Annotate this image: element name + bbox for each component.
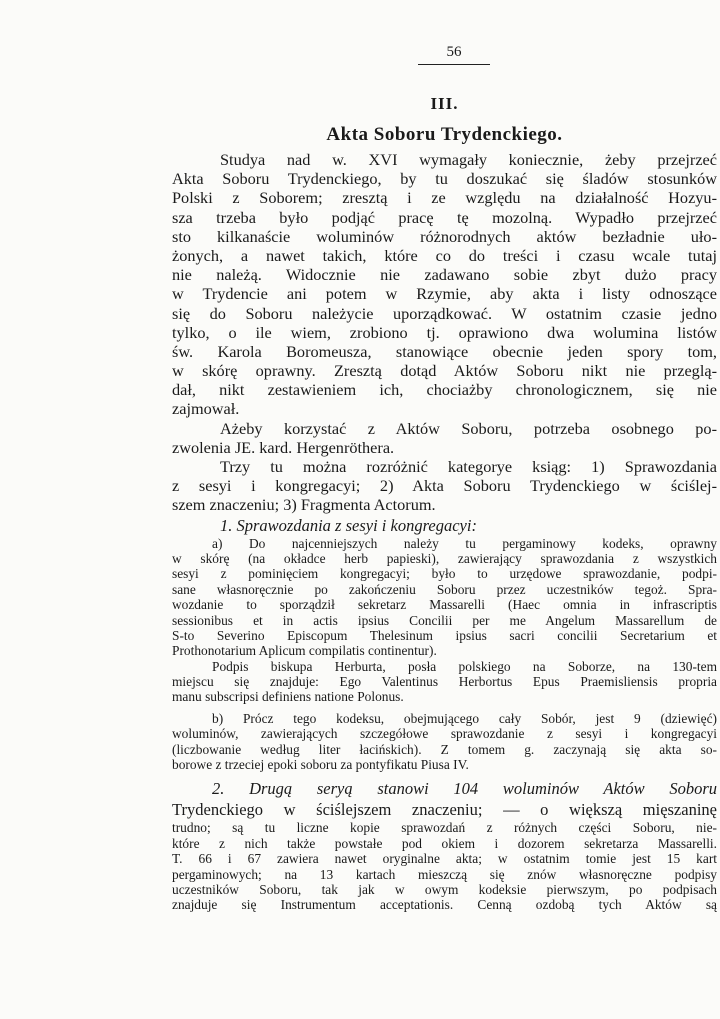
paragraph-line: Studya nad w. XVI wymagały koniecznie, żeby przejrzeć (220, 150, 717, 169)
paragraph-line: Ażeby korzystać z Aktów Soboru, potrzeba osobnego po- (220, 418, 717, 438)
paragraph-line: z sesyi i kongregacyi; 2) Akta Soboru Trydenckiego w ściślej- (172, 476, 717, 496)
paragraph-line: Trzy tu można rozróżnić kategorye ksiąg: 1) Sprawozdania (220, 457, 717, 476)
small-print-line: w skórę (na okładce herb papieski), zawierający sprawozdania z wszystkich (172, 550, 717, 566)
small-print-line: woluminów, zawierających szczegółowe sprawozdanie z sesyi i kongregacyi (172, 726, 717, 742)
small-print-line: miejscu się znajduje: Ego Valentinus Herbortus Epus Praemisliensis propria (172, 674, 717, 690)
subsection-heading: 1. Sprawozdania z sesyi i kongregacyi: (220, 515, 477, 535)
paragraph-line: Akta Soboru Trydenckiego, by tu doszukać się śladów stosunków (172, 169, 717, 189)
paragraph-line: sza trzeba było podjąć pracę tę mozolną. Wypadło przejrzeć (172, 207, 717, 227)
small-print-line: sesyi z pominięciem kongregacyi; było to urzędowe sprawozdanie, podpi- (172, 566, 717, 582)
small-print-line: które z nich także powstałe pod okiem i dozorem sekretarza Massarelli. (172, 835, 717, 851)
page-number: 56 (446, 44, 462, 60)
paragraph-line: w skórę oprawny. Zresztą dotąd Aktów Soboru nikt nie przeglą- (172, 361, 717, 381)
small-print-line: znajduje się Instrumentum acceptationis. Cenną ozdobą tych Aktów są (172, 897, 717, 913)
page-number-rule (418, 64, 490, 65)
section-title: Akta Soboru Trydenckiego. (326, 124, 563, 145)
paragraph-line: Polski z Soborem; zresztą i ze względu na działalność Hozyu- (172, 188, 717, 208)
subsection-heading: 2. Drugą seryą stanowi 104 woluminów Aktów Soboru (212, 779, 717, 799)
small-print-line: b) Prócz tego kodeksu, obejmującego cały Sobór, jest 9 (dziewięć) (212, 710, 717, 726)
paragraph-line: sto kilkanaście woluminów różnorodnych aktów bezładnie uło- (172, 226, 717, 246)
small-print-line: borowe z trzeciej epoki soboru za pontyfikatu Piusa IV. (172, 757, 469, 773)
paragraph-line: zwolenia JE. kard. Hergenröthera. (172, 437, 395, 457)
small-print-line: sessionibus et in actis ipsius Concilii per me Angelum Massarellum de (172, 612, 717, 628)
paragraph-line: zajmował. (172, 399, 240, 419)
small-print-line: manu subscripsi definiens natione Polonus. (172, 689, 404, 705)
small-print-line: (liczbowanie według liter łacińskich). Z tomem g. zaczynają się akta so- (172, 741, 717, 757)
section-number: III. (430, 94, 459, 113)
small-print-line: uczestników Soboru, tak jak w owym kodeksie pierwszym, po podpisach (172, 881, 717, 897)
paragraph-line: w Trydencie ani potem w Rzymie, aby akta i listy odnoszące (172, 284, 717, 304)
small-print-line: Trydenckiego w ściślejszem znaczeniu; — o większą mięszaninę (172, 800, 717, 820)
paragraph-line: szem znaczeniu; 3) Fragmenta Actorum. (172, 495, 436, 515)
paragraph-line: się do Soboru należycie uporządkować. W ostatnim czasie jedno (172, 303, 717, 323)
small-print-line: sane własnoręcznie po zakończeniu Soboru przez uczestników tegoż. Spra- (172, 581, 717, 597)
paragraph-line: żonych, a nawet takich, które co do treści i czasu wcale tutaj (172, 245, 717, 265)
small-print-line: Prothonotarium Aplicum compilatis continentur). (172, 643, 437, 659)
small-print-line: a) Do najcenniejszych należy tu pergaminowy kodeks, oprawny (212, 535, 717, 551)
small-print-line: pergaminowych; na 13 kartach mieszczą się znów własnoręczne podpisy (172, 866, 717, 882)
paragraph-line: dał, nikt zestawieniem ich, chociażby chronologicznem, się nie (172, 380, 717, 400)
small-print-line: trudno; są tu liczne kopie sprawozdań z różnych części Soboru, nie- (172, 820, 717, 836)
small-print-line: T. 66 i 67 zawiera nawet oryginalne akta; w ostatnim tomie jest 15 kart (172, 851, 717, 867)
small-print-line: Podpis biskupa Herburta, posła polskiego na Soborze, na 130-tem (212, 658, 717, 674)
small-print-line: S-to Severino Episcopum Thelesinum ipsius sacri concilii Secretarium et (172, 627, 717, 643)
body-text (172, 150, 717, 913)
paragraph-line: nie należą. Widocznie nie zadawano sobie zbyt dużo pracy (172, 265, 717, 285)
paragraph-line: tylko, o ile wiem, zrobiono tj. oprawiono dwa wolumina listów (172, 322, 717, 342)
paragraph-line: św. Karola Boromeusza, stanowiące obecnie jeden spory tom, (172, 341, 717, 361)
small-print-line: wozdanie to sporządził sekretarz Massarelli (Haec omnia in infrascriptis (172, 597, 717, 613)
